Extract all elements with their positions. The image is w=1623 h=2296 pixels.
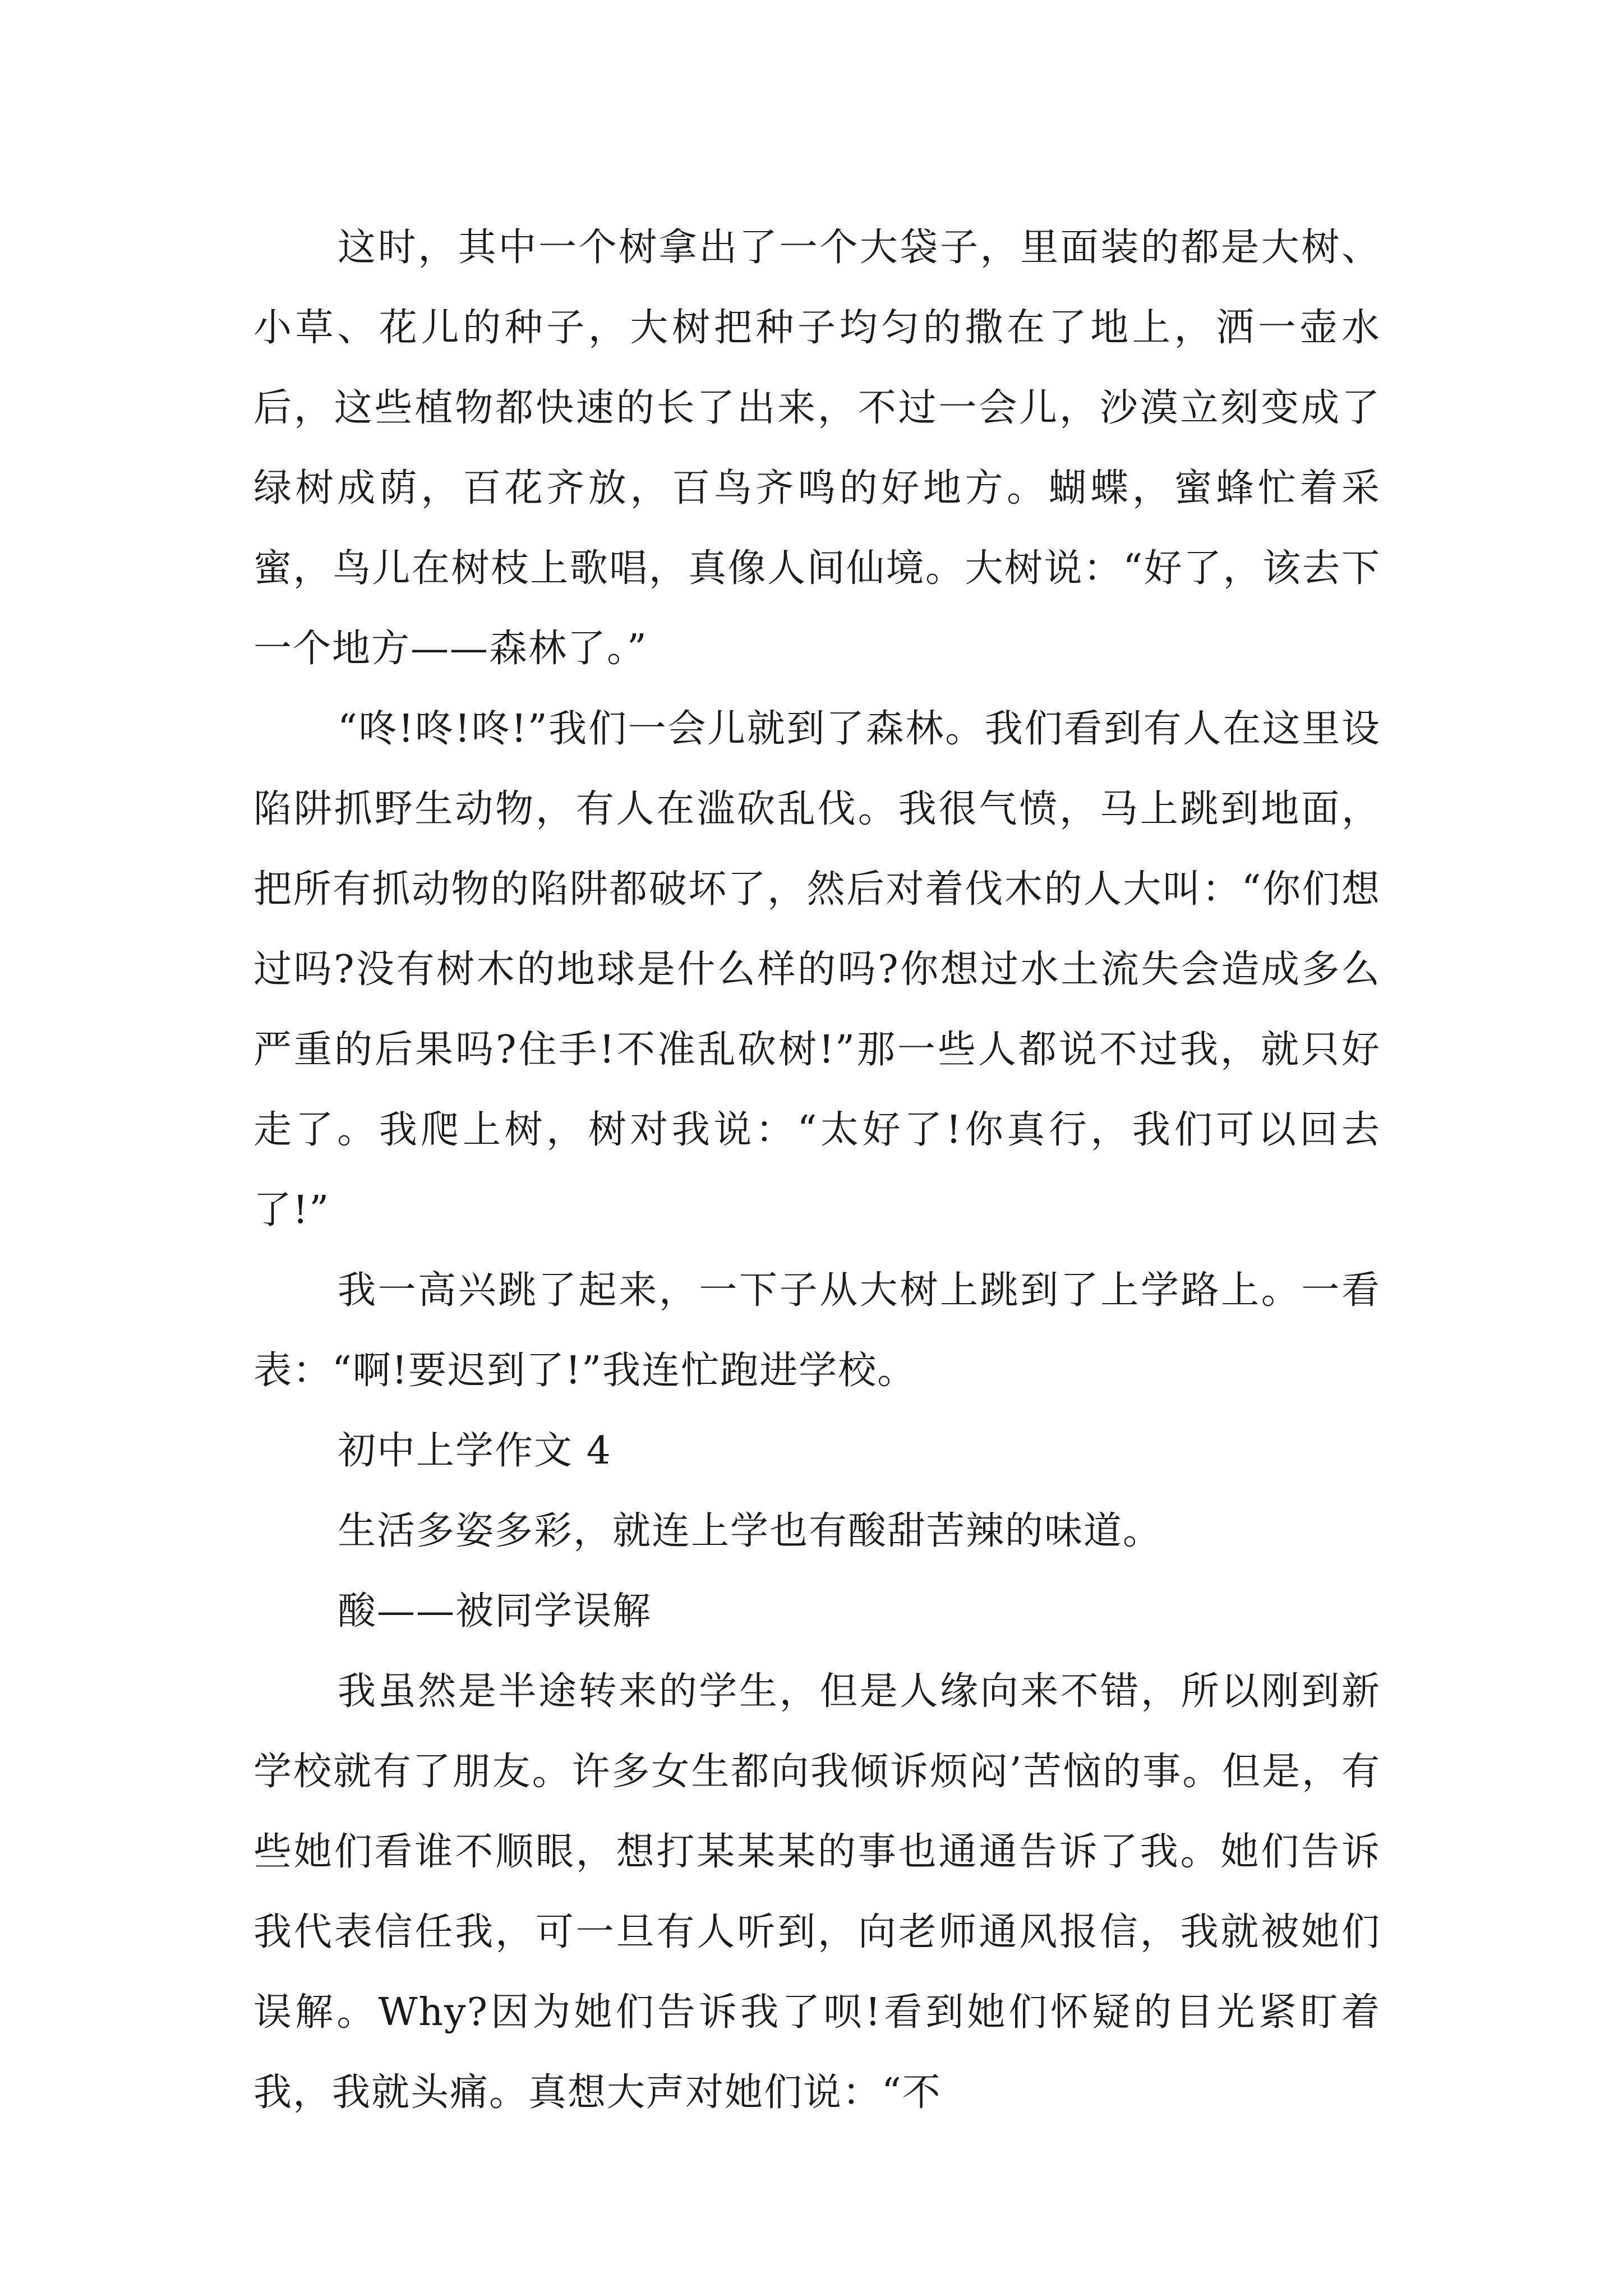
paragraph-forest: “咚!咚!咚!”我们一会儿就到了森林。我们看到有人在这里设陷阱抓野生动物，有人在滥砍乱伐。我很气愤，马上跳到地面，把所有抓动物的陷阱都破坏了，然后对着伐木的人大叫：“你们想过吗?没有树木的地球是什么样的吗?你想过水土流失会造成多么严重的后果吗?住手!不准乱砍树!”那一些人都说不过我，就只好走了。我爬上树，树对我说：“太好了!你真行，我们可以回去了!” bbox=[253, 707, 1381, 1232]
paragraph-wake-up: 我一高兴跳了起来，一下子从大树上跳到了上学路上。一看表：“啊!要迟到了!”我连忙跑进学校。 bbox=[253, 1268, 1381, 1393]
section-heading-sour: 酸——被同学误解 bbox=[338, 1589, 652, 1634]
paragraph-intro: 生活多姿多彩，就连上学也有酸甜苦辣的味道。 bbox=[338, 1509, 1163, 1553]
document-body bbox=[253, 208, 1381, 2133]
paragraph-desert-seeds: 这时，其中一个树拿出了一个大袋子，里面装的都是大树、小草、花儿的种子，大树把种子均匀的撒在了地上，洒一壶水后，这些植物都快速的长了出来，不过一会儿，沙漠立刻变成了绿树成荫，百花齐放，百鸟齐鸣的好地方。蝴蝶，蜜蜂忙着采蜜，鸟儿在树枝上歌唱，真像人间仙境。大树说：“好了，该去下一个地方——森林了。” bbox=[253, 226, 1381, 671]
paragraph-misunderstood: 我虽然是半途转来的学生，但是人缘向来不错，所以刚到新学校就有了朋友。许多女生都向我倾诉烦闷’苦恼的事。但是，有些她们看谁不顺眼，想打某某某的事也通通告诉了我。她们告诉我代表信任我，可一旦有人听到，向老师通风报信，我就被她们误解。Why?因为她们告诉我了呗!看到她们怀疑的目光紧盯着我，我就头痛。真想大声对她们说：“不 bbox=[253, 1669, 1381, 2115]
essay-heading: 初中上学作文 4 bbox=[338, 1429, 612, 1473]
